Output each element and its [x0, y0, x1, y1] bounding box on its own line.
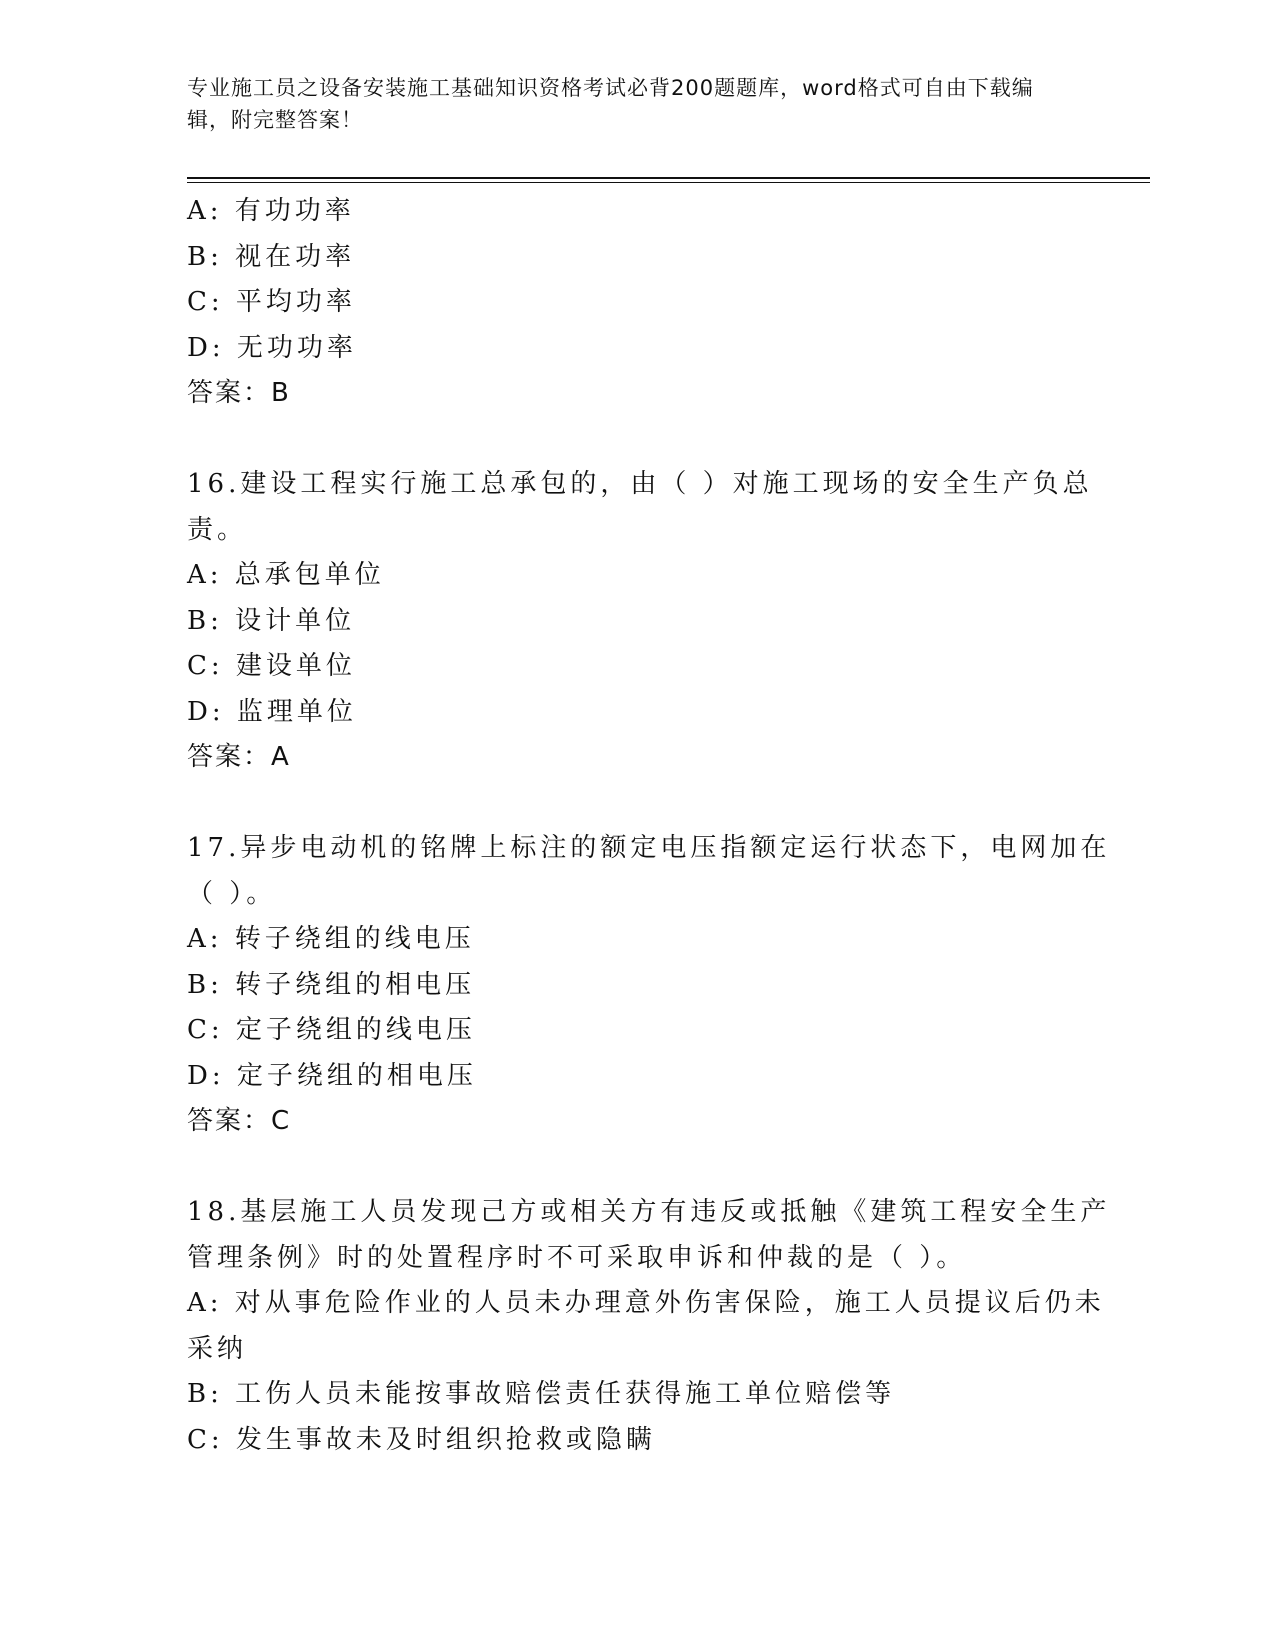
question-text-continued: 责。: [187, 514, 248, 545]
option-a: A: 总承包单位: [187, 560, 385, 590]
option-d: D: 定子绕组的相电压: [187, 1060, 477, 1091]
option-c: C: 平均功率: [187, 287, 356, 317]
spacer: [187, 781, 1087, 827]
spacer: [187, 417, 1087, 463]
page-header: 专业施工员之设备安装施工基础知识资格考试必背200题题库，word格式可自由下载编辑，附完整答案！: [187, 76, 1034, 132]
question-text: 18.基层施工人员发现己方或相关方有违反或抵触《建筑工程安全生产: [187, 1197, 1111, 1227]
header-divider: [187, 177, 1150, 179]
option-a-continued: 采纳: [187, 1333, 248, 1364]
answer-line: 答案：A: [187, 742, 291, 772]
question-text-continued: 管理条例》时的处置程序时不可采取申诉和仲裁的是（ ）。: [187, 1242, 967, 1273]
question-text: 17.异步电动机的铭牌上标注的额定电压指额定运行状态下，电网加在: [187, 833, 1111, 863]
option-c: C: 定子绕组的线电压: [187, 1015, 476, 1045]
option-b: B: 设计单位: [187, 605, 356, 636]
option-a: A: 有功功率: [187, 196, 355, 226]
option-d: D: 监理单位: [187, 696, 357, 727]
question-list: [187, 189, 1111, 1463]
option-a: A: 对从事危险作业的人员未办理意外伤害保险，施工人员提议后仍未: [187, 1288, 1105, 1318]
answer-line: 答案：C: [187, 1106, 292, 1136]
answer-line: 答案：B: [187, 378, 291, 408]
option-b: B: 视在功率: [187, 241, 356, 272]
option-c: C: 发生事故未及时组织抢救或隐瞒: [187, 1424, 656, 1455]
previous-question-options: [187, 189, 1087, 417]
header-divider-thin: [187, 182, 1150, 183]
question-text: 16.建设工程实行施工总承包的，由（ ）对施工现场的安全生产负总: [187, 469, 1093, 499]
option-a: A: 转子绕组的线电压: [187, 924, 475, 954]
question-17: [187, 826, 1111, 1145]
spacer: [187, 1145, 1087, 1191]
question-18: [187, 1190, 1111, 1463]
question-text-continued: （ ）。: [187, 878, 277, 909]
option-b: B: 转子绕组的相电压: [187, 969, 476, 1000]
option-d: D: 无功功率: [187, 332, 357, 363]
option-b: B: 工伤人员未能按事故赔偿责任获得施工单位赔偿等: [187, 1379, 896, 1409]
option-c: C: 建设单位: [187, 651, 356, 681]
question-16: [187, 462, 1093, 781]
